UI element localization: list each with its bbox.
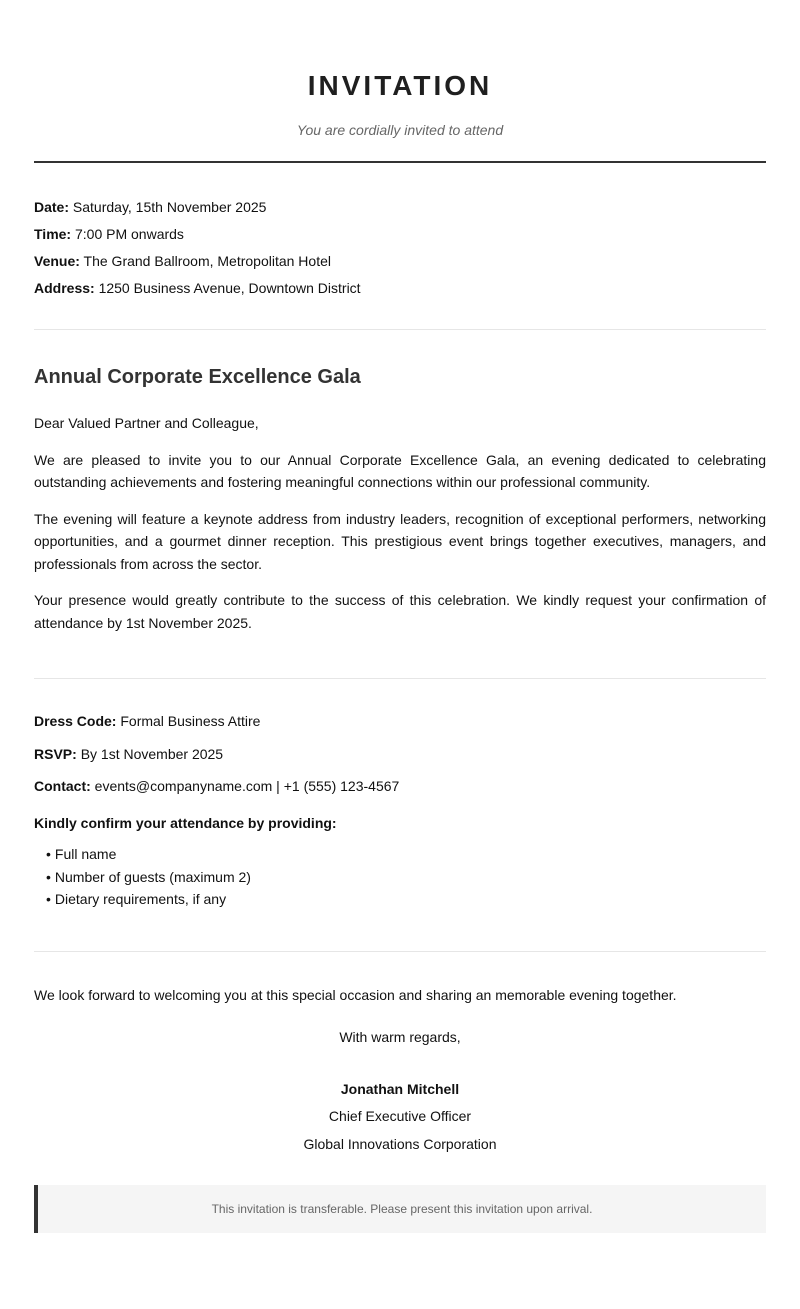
regards-line: With warm regards, bbox=[339, 1028, 461, 1045]
signer-name: Jonathan Mitchell bbox=[340, 1080, 460, 1097]
event-heading: Annual Corporate Excellence Gala bbox=[34, 366, 361, 388]
confirm-heading: Kindly confirm your attendance by providing: bbox=[34, 815, 337, 831]
signer-company: Global Innovations Corporation bbox=[303, 1135, 497, 1152]
detail-time bbox=[34, 221, 766, 248]
invitation-document bbox=[34, 0, 766, 1233]
page-subtitle: You are cordially invited to attend bbox=[296, 122, 504, 138]
salutation: Dear Valued Partner and Colleague, bbox=[34, 415, 259, 431]
body-paragraph: Your presence would greatly contribute to the success of this celebration. We kindly request your confirmation of attendance by 1st November 2025. bbox=[34, 592, 766, 631]
dress-code-line bbox=[34, 711, 766, 731]
closing-text: We look forward to welcoming you at this special occasion and sharing an memorable evening together. bbox=[34, 986, 677, 1003]
detail-label: Date: bbox=[34, 199, 70, 215]
body-paragraph: We are pleased to invite you to our Annual Corporate Excellence Gala, an evening dedicated to celebrating outstanding achievements and fostering meaningful connections within our professional community. bbox=[34, 451, 766, 490]
contact-value: events@companyname.com | +1 (555) 123-4567 bbox=[94, 778, 400, 794]
detail-value: The Grand Ballroom, Metropolitan Hotel bbox=[83, 253, 331, 269]
requirements-list bbox=[34, 843, 766, 911]
page-title: INVITATION bbox=[307, 70, 493, 101]
detail-label: Address: bbox=[34, 280, 95, 296]
info-label: Contact: bbox=[34, 778, 91, 794]
body-paragraph: The evening will feature a keynote address from industry leaders, recognition of exceptional performers, networking opportunities, and a gourmet dinner reception. This prestigious event brings together executives, managers, and professionals from across the sector. bbox=[34, 510, 766, 572]
info-label: Dress Code: bbox=[34, 713, 117, 729]
detail-value: 7:00 PM onwards bbox=[74, 226, 184, 242]
list-item: • Number of guests (maximum 2) bbox=[46, 866, 766, 889]
signer-title: Chief Executive Officer bbox=[328, 1108, 472, 1124]
info-value: By 1st November 2025 bbox=[80, 745, 224, 762]
list-item: • Full name bbox=[46, 843, 766, 866]
detail-address bbox=[34, 275, 766, 302]
contact-line bbox=[34, 776, 766, 796]
event-details bbox=[34, 163, 766, 302]
detail-date bbox=[34, 194, 766, 221]
detail-value: Saturday, 15th November 2025 bbox=[72, 199, 267, 215]
attendance-info bbox=[34, 679, 766, 911]
footer-note-text: This invitation is transferable. Please present this invitation upon arrival. bbox=[211, 1201, 593, 1216]
footer-note bbox=[34, 1185, 766, 1233]
section-divider bbox=[34, 329, 766, 330]
info-value: Formal Business Attire bbox=[120, 713, 261, 729]
detail-venue bbox=[34, 248, 766, 275]
info-label: RSVP: bbox=[34, 745, 77, 762]
list-item: • Dietary requirements, if any bbox=[46, 888, 766, 911]
rsvp-line bbox=[34, 744, 766, 764]
detail-label: Time: bbox=[34, 226, 72, 242]
section-divider bbox=[34, 951, 766, 952]
detail-label: Venue: bbox=[34, 253, 80, 269]
detail-value: 1250 Business Avenue, Downtown District bbox=[98, 280, 361, 296]
